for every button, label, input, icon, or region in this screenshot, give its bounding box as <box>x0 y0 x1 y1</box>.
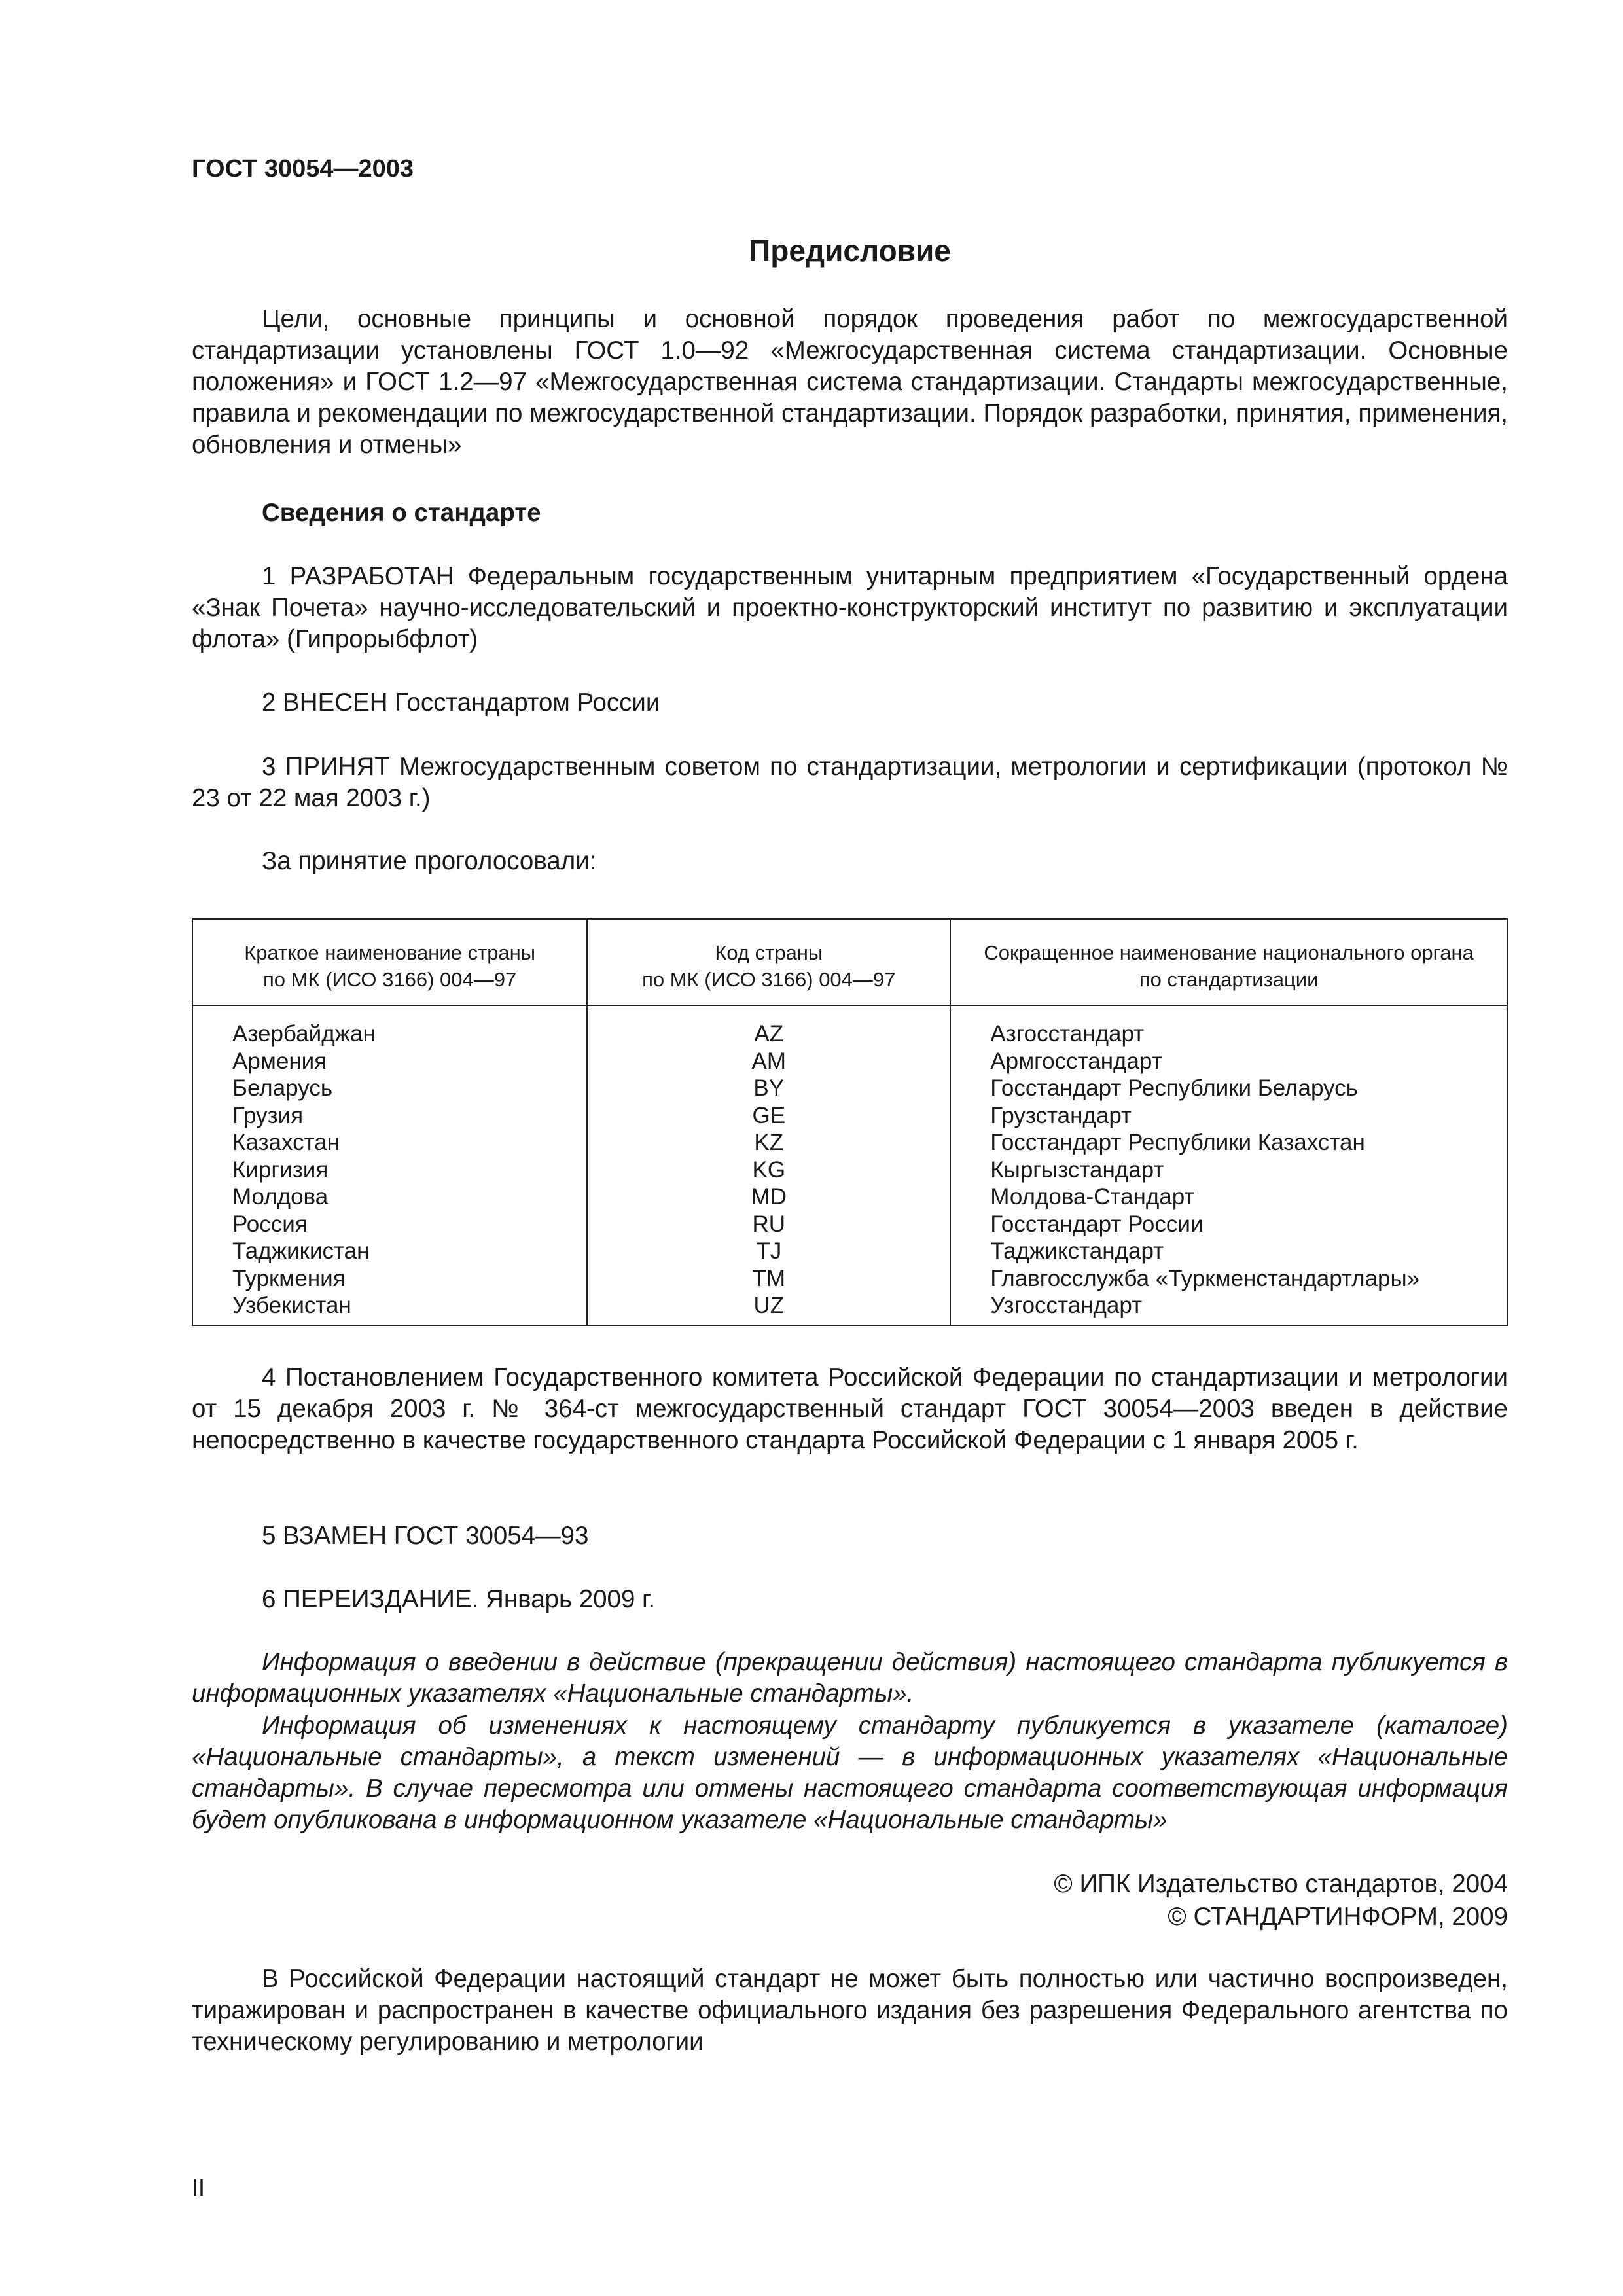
copyright-line-1: © ИПК Издательство стандартов, 2004 <box>1054 1870 1508 1898</box>
standards-body: Главгосслужба «Туркменстандартлары» <box>950 1265 1507 1293</box>
country-code: AM <box>587 1048 950 1075</box>
standards-body: Грузстандарт <box>950 1102 1507 1130</box>
info-note-1: Информация о введении в действие (прекращении действия) настоящего стандарта публикуется в информационных указателях «Национальные стандарты». <box>192 1648 1508 1708</box>
table-row <box>192 1048 1507 1075</box>
reproduction-notice: В Российской Федерации настоящий стандарт не может быть полностью или частично воспроизведен, тиражирован и распространен в качестве официального издания без разрешения Федерального агентства по техническому регулированию и метрологии <box>192 1965 1508 2056</box>
table-header-row <box>192 919 1507 1005</box>
item-3-adopted: 3 ПРИНЯТ Межгосударственным советом по стандартизации, метрологии и сертификации (протокол № 23 от 22 мая 2003 г.) <box>192 753 1508 812</box>
table-row <box>192 1238 1507 1265</box>
country-name: Киргизия <box>232 1157 329 1183</box>
item-6-reissue: 6 ПЕРЕИЗДАНИЕ. Январь 2009 г. <box>262 1585 656 1613</box>
country-code: KZ <box>587 1129 950 1157</box>
country-code: KG <box>587 1157 950 1184</box>
country-name: Армения <box>232 1048 327 1074</box>
country-name: Россия <box>232 1211 308 1237</box>
country-code: RU <box>587 1211 950 1238</box>
standards-body: Госстандарт Республики Казахстан <box>950 1129 1507 1157</box>
country-code: BY <box>587 1075 950 1102</box>
item-5-replaces: 5 ВЗАМЕН ГОСТ 30054—93 <box>262 1522 589 1550</box>
country-name: Туркмения <box>232 1265 346 1291</box>
table-row <box>192 1211 1507 1238</box>
country-name: Азербайджан <box>232 1021 376 1047</box>
table-header-country: Краткое наименование страны по МК (ИСО 3166) 004—97 <box>192 919 587 1005</box>
standards-body: Азгосстандарт <box>950 1005 1507 1048</box>
country-name: Молдова <box>232 1184 329 1210</box>
countries-table <box>192 918 1508 1326</box>
table-header-body: Сокращенное наименование национального органа по стандартизации <box>950 919 1507 1005</box>
country-name: Беларусь <box>232 1075 333 1101</box>
standards-body: Армгосстандарт <box>950 1048 1507 1075</box>
country-code: MD <box>587 1183 950 1211</box>
table-row <box>192 1265 1507 1293</box>
page-number: II <box>192 2174 205 2201</box>
document-header: ГОСТ 30054—2003 <box>192 155 414 183</box>
table-row <box>192 1075 1507 1102</box>
table-row <box>192 1129 1507 1157</box>
table-row <box>192 1005 1507 1048</box>
standards-body: Узгосстандарт <box>950 1292 1507 1325</box>
table-row <box>192 1157 1507 1184</box>
voted-label: За принятие проголосовали: <box>262 847 597 875</box>
table-row <box>192 1102 1507 1130</box>
copyright-block <box>1054 1868 1508 1933</box>
section-title: Сведения о стандарте <box>262 499 541 527</box>
standards-body: Кыргызстандарт <box>950 1157 1507 1184</box>
item-2-submitted: 2 ВНЕСЕН Госстандартом России <box>262 689 660 717</box>
country-name: Казахстан <box>232 1130 340 1155</box>
country-name: Таджикистан <box>232 1238 370 1264</box>
page-title: Предисловие <box>749 234 951 268</box>
country-code: GE <box>587 1102 950 1130</box>
table-row <box>192 1292 1507 1325</box>
country-name: Грузия <box>232 1102 304 1128</box>
country-code: TJ <box>587 1238 950 1265</box>
country-code: AZ <box>587 1005 950 1048</box>
standards-body: Госстандарт России <box>950 1211 1507 1238</box>
table-header-code: Код страны по МК (ИСО 3166) 004—97 <box>587 919 950 1005</box>
table-row <box>192 1183 1507 1211</box>
country-code: TM <box>587 1265 950 1293</box>
intro-paragraph: Цели, основные принципы и основной порядок проведения работ по межгосударственной стандартизации установлены ГОСТ 1.0—92 «Межгосударственная система стандартизации. Основные положения» и ГОСТ 1.2—97 «Межгосударственная система стандартизации. Стандарты межгосударственные, правила и рекомендации по межгосударственной стандартизации. Порядок разработки, принятия, применения, обновления и отмены» <box>192 305 1508 459</box>
country-name: Узбекистан <box>232 1293 351 1318</box>
standards-body: Госстандарт Республики Беларусь <box>950 1075 1507 1102</box>
standards-body: Таджикстандарт <box>950 1238 1507 1265</box>
copyright-line-2: © СТАНДАРТИНФОРМ, 2009 <box>1168 1903 1508 1931</box>
country-code: UZ <box>587 1292 950 1325</box>
item-1-developed: 1 РАЗРАБОТАН Федеральным государственным унитарным предприятием «Государственный ордена «Знак Почета» научно-исследовательский и проектно-конструкторский институт по развитию и эксплуатации флота» (Гипрорыбфлот) <box>192 562 1508 653</box>
info-note-2: Информация об изменениях к настоящему стандарту публикуется в указателе (каталоге) «Национальные стандарты», а текст изменений — в информационных указателях «Национальные стандарты». В случае пересмотра или отмены настоящего стандарта соответствующая информация будет опубликована в информационном указателе «Национальные стандарты» <box>192 1712 1508 1834</box>
item-4-decree: 4 Постановлением Государственного комитета Российской Федерации по стандартизации и метрологии от 15 декабря 2003 г. № 364-ст межгосударственный стандарт ГОСТ 30054—2003 введен в действие непосредственно в качестве государственного стандарта Российской Федерации с 1 января 2005 г. <box>192 1363 1508 1454</box>
standards-body: Молдова-Стандарт <box>950 1183 1507 1211</box>
